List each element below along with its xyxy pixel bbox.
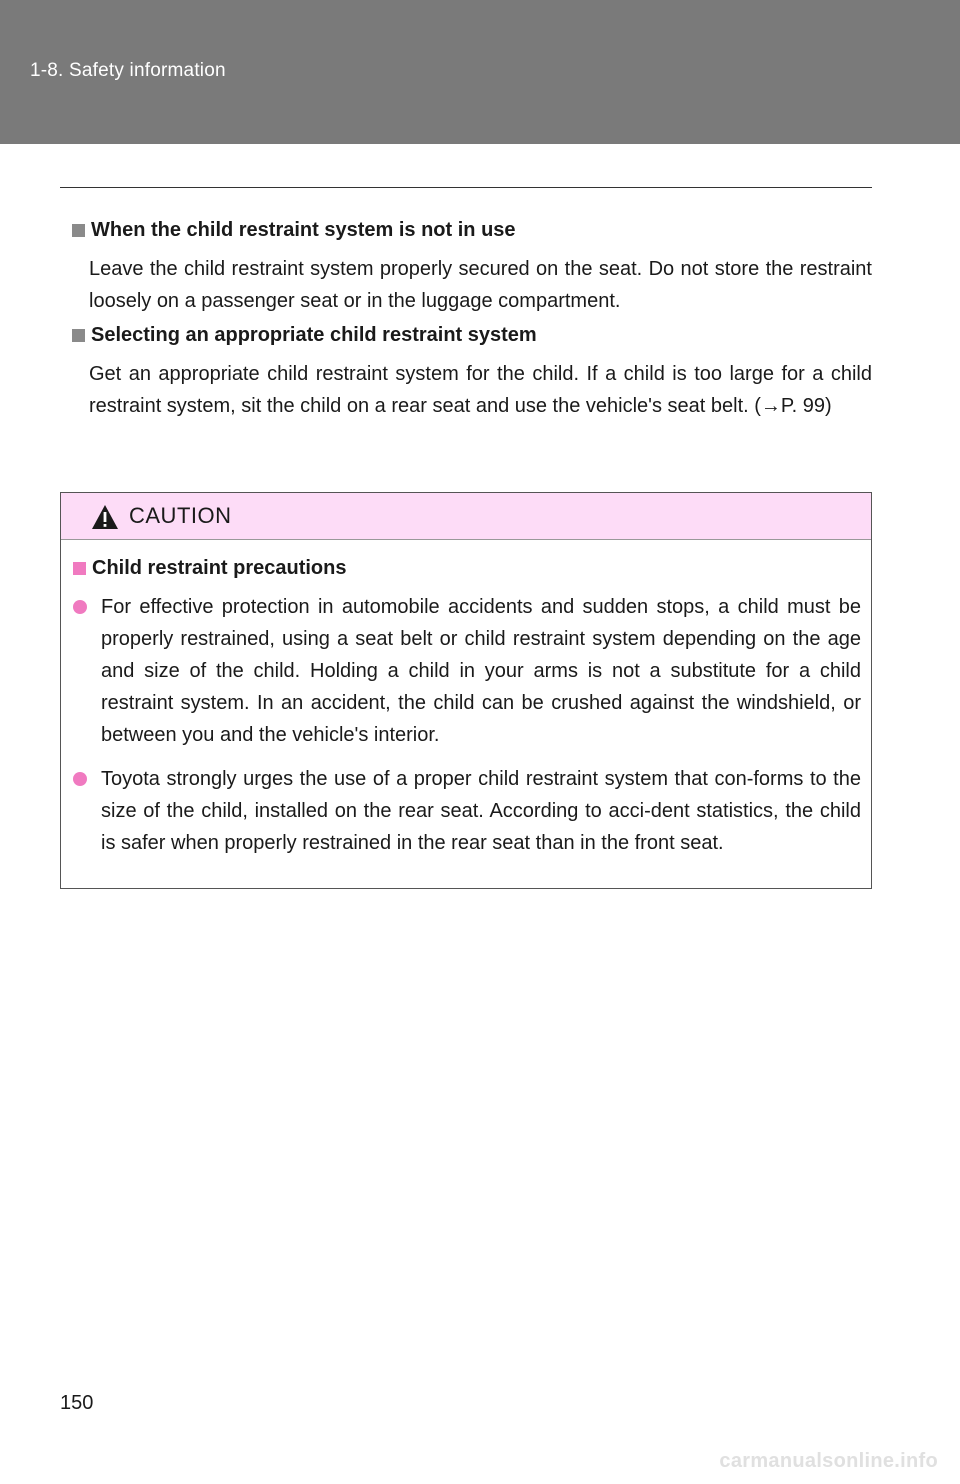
caution-heading xyxy=(73,553,861,583)
square-bullet-icon xyxy=(73,562,86,575)
section-heading xyxy=(72,320,872,350)
section-body: Leave the child restraint system properly secured on the seat. Do not store the restraint loosely on a passenger seat or in the luggage compartment. xyxy=(89,258,872,312)
page-number: 150 xyxy=(60,1392,94,1414)
caution-bullet xyxy=(73,763,861,859)
caution-heading-text: Child restraint precautions xyxy=(92,557,347,579)
section-selecting xyxy=(72,320,872,422)
caution-title: CAUTION xyxy=(129,503,232,528)
section-body: Get an appropriate child restraint system for the child. If a child is too large for a child restraint system, sit the child on a rear seat and use the vehicle's seat belt. (→P. 99) xyxy=(89,363,872,417)
square-bullet-icon xyxy=(72,329,85,342)
warning-icon xyxy=(91,504,119,530)
watermark: carmanualsonline.info xyxy=(719,1450,938,1472)
caution-header xyxy=(61,493,871,540)
section-title: 1-8. Safety information xyxy=(30,60,226,81)
section-heading-text: Selecting an appropriate child restraint system xyxy=(91,324,537,346)
divider xyxy=(60,187,872,188)
caution-box xyxy=(60,492,872,889)
square-bullet-icon xyxy=(72,224,85,237)
caution-bullet xyxy=(73,591,861,751)
caution-bullet-text: For effective protection in automobile accidents and sudden stops, a child must be properly restrained, using a seat belt or child restraint system depending on the age and size of the child. Holding a child in your arms is not a substitute for a child restraint system. In an accident, the child can be crushed against the windshield, or between you and the vehicle's interior. xyxy=(101,596,861,746)
section-not-in-use xyxy=(72,215,872,317)
section-heading xyxy=(72,215,872,245)
header-band xyxy=(0,0,960,144)
circle-bullet-icon xyxy=(73,600,87,614)
circle-bullet-icon xyxy=(73,772,87,786)
caution-content xyxy=(73,553,861,859)
section-heading-text: When the child restraint system is not in use xyxy=(91,219,516,241)
caution-bullet-text: Toyota strongly urges the use of a proper child restraint system that con-forms to the size of the child, installed on the rear seat. According to acci-dent statistics, the child is safer when properly restrained in the rear seat than in the front seat. xyxy=(101,768,861,854)
